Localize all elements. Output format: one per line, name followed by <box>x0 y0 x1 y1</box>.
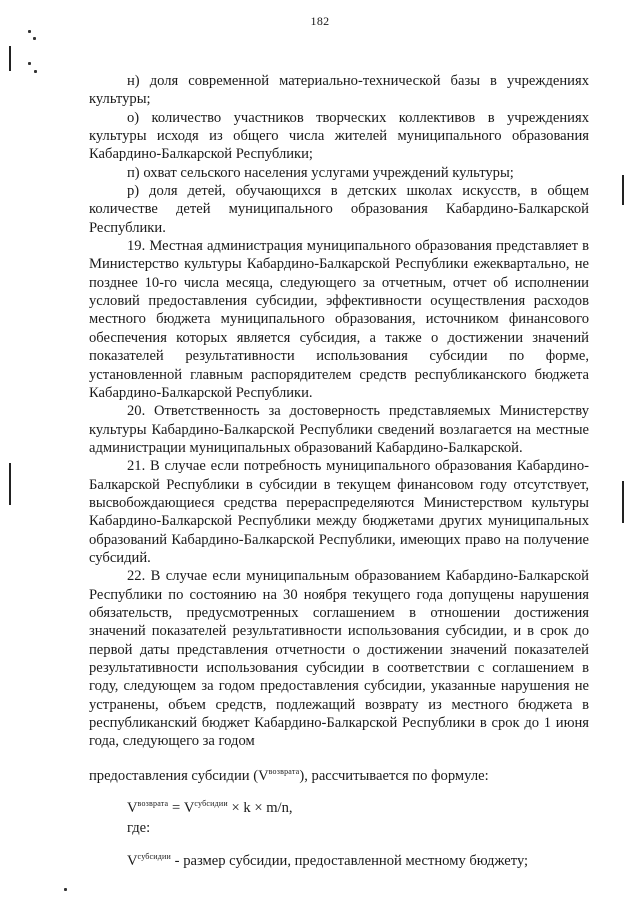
formula-intro-tail: ), рассчитывается по формуле: <box>299 767 489 784</box>
scan-speck <box>64 888 67 891</box>
formula-intro-superscript: возврата <box>268 766 300 776</box>
formula-lhs-superscript: возврата <box>137 799 169 809</box>
formula-equals: = <box>168 800 184 817</box>
clause-19: 19. Местная администрация муниципального образования представляет в Министерство культуры Кабардино-Балкарской Республики ежеквартально, не позднее 10-го числа месяца, следующего за отчетным, отчет об исполнении условий предоставления субсидии, эффективности осуществления расходов местного бюджета муниципального образования, источником финансового обеспечения которых является субсидия, а также о достижении значений показателей результативности использования субсидии по форме, установленной главным распорядителем средств республиканского бюджета Кабардино-Балкарской Республики. <box>89 238 589 401</box>
formula-v-lhs: V <box>127 800 138 817</box>
formula-intro-text: предоставления субсидии (V <box>89 767 269 784</box>
formula-rhs-superscript: субсидии <box>194 799 228 809</box>
item-r: р) доля детей, обучающихся в детских школах искусств, в общем количестве детей муниципального образования Кабардино-Балкарской Республики. <box>89 183 589 236</box>
item-p: п) охват сельского населения услугами учреждений культуры; <box>127 164 514 181</box>
clause-22: 22. В случае если муниципальным образованием Кабардино-Балкарской Республики по состоянию на 30 ноября текущего года допущены нарушения обязательств, предусмотренных соглашением в отношении достижения значений показателей результативности использования субсидии, и в срок до первой даты представления отчетности о достижении значений показателей результативности использования субсидии в соответствии с соглашением в году, следующем за годом предоставления субсидии, указанные нарушения не устранены, объем средств, подлежащий возврату из местного бюджета в республиканский бюджет Кабардино-Балкарской Республики в срок до 1 июня года, следующего за годом <box>89 568 589 750</box>
scan-mark <box>9 46 11 71</box>
item-o: о) количество участников творческих коллективов в учреждениях культуры исходя из общего числа жителей муниципального образования Кабардино-Балкарской Республики; <box>89 109 589 163</box>
formula <box>89 795 589 817</box>
scan-speck <box>28 30 31 33</box>
scan-speck <box>28 62 31 65</box>
scan-mark <box>622 175 624 205</box>
scan-speck <box>33 37 36 40</box>
clause-21: 21. В случае если потребность муниципального образования Кабардино-Балкарской Республики в субсидии в текущем финансовом году отсутствует, высвобождающиеся средства перераспределяются Министерством культуры Кабардино-Балкарской Республики между бюджетами других муниципальных образований Кабардино-Балкарской Республики, имеющих право на получение субсидий. <box>89 458 589 566</box>
scan-mark <box>9 463 11 505</box>
formula-where: где: <box>127 820 151 837</box>
scan-speck <box>34 70 37 73</box>
definition-superscript: субсидии <box>137 851 172 861</box>
formula-rest: × k × m/n, <box>227 800 293 817</box>
definition-v: V <box>127 852 138 869</box>
definition-text: - размер субсидии, предоставленной местному бюджету; <box>171 852 529 869</box>
clause-20: 20. Ответственность за достоверность представляемых Министерству культуры Кабардино-Балкарской Республики сведений возлагается на местные администрации муниципальных образований Кабардино-Балкарской. <box>89 403 589 456</box>
item-n: н) доля современной материально-технической базы в учреждениях культуры; <box>89 73 589 108</box>
formula-definition <box>89 848 589 870</box>
document-body <box>89 72 589 870</box>
page-number: 182 <box>310 14 330 28</box>
formula-intro <box>89 763 589 785</box>
scan-mark <box>622 481 624 523</box>
formula-v-rhs: V <box>183 800 195 817</box>
